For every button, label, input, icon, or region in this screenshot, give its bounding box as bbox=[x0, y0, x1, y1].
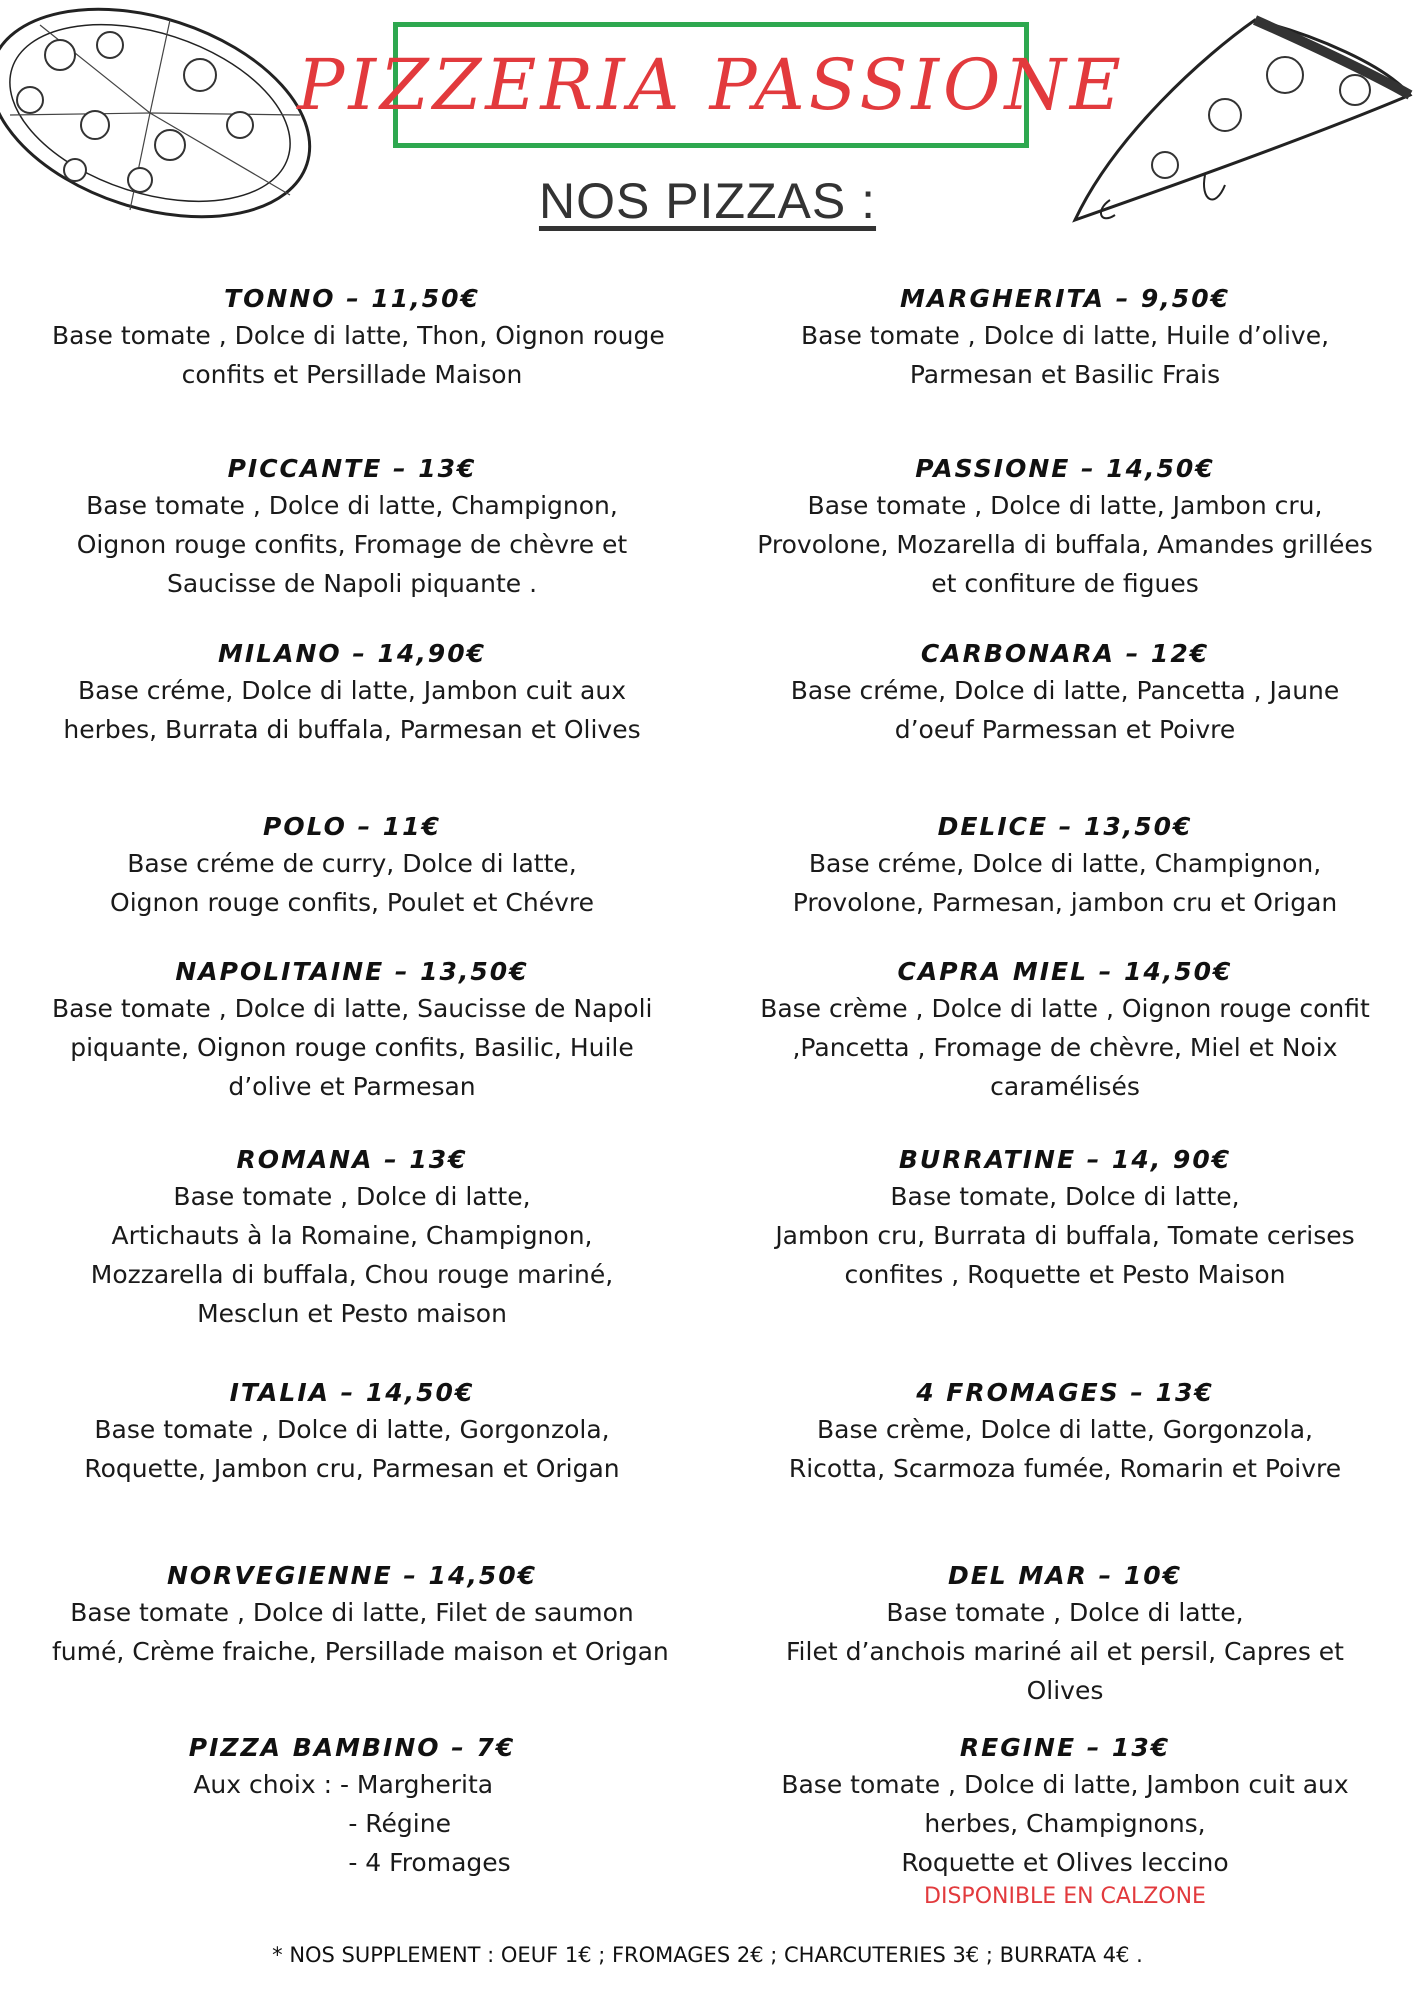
pizza-name: NORVEGIENNE – 14,50€ bbox=[166, 1561, 538, 1590]
menu-item-pizza-bambino bbox=[52, 1731, 652, 1882]
pizza-description-line: Aux choix : - Margherita bbox=[193, 1770, 494, 1799]
menu-item-delice bbox=[705, 810, 1415, 922]
pizza-description-line: caramélisés bbox=[990, 1072, 1140, 1101]
pizza-description-line: d’olive et Parmesan bbox=[228, 1072, 476, 1101]
calzone-note: DISPONIBLE EN CALZONE bbox=[924, 1884, 1206, 1909]
menu-item-napolitaine bbox=[52, 955, 652, 1106]
restaurant-logo: PIZZERIA PASSIONE bbox=[297, 44, 1125, 126]
pizza-name: PIZZA BAMBINO – 7€ bbox=[188, 1733, 516, 1762]
pizza-name: ROMANA – 13€ bbox=[236, 1145, 468, 1174]
pizza-name: BURRATINE – 14, 90€ bbox=[898, 1145, 1232, 1174]
menu-item-4-fromages bbox=[705, 1376, 1415, 1488]
pizza-description-line: Base créme, Dolce di latte, Jambon cuit aux bbox=[77, 676, 627, 705]
pizza-description-line: herbes, Champignons, bbox=[924, 1809, 1206, 1838]
pizza-description-line: Provolone, Mozarella di buffala, Amandes grillées bbox=[757, 530, 1373, 559]
pizza-name: NAPOLITAINE – 13,50€ bbox=[175, 957, 529, 986]
pizza-description-line: - 4 Fromages bbox=[348, 1848, 511, 1877]
pizza-description-line: Base crème , Dolce di latte , Oignon rouge confit bbox=[760, 994, 1370, 1023]
pizza-description-line: piquante, Oignon rouge confits, Basilic, Huile bbox=[70, 1033, 634, 1062]
pizza-description-line: Base tomate , Dolce di latte, Jambon cuit aux bbox=[781, 1770, 1349, 1799]
pizza-description-line: Base tomate , Dolce di latte, bbox=[173, 1182, 531, 1211]
pizza-description-line: Base tomate , Dolce di latte, Huile d’olive, bbox=[800, 321, 1330, 350]
pizza-description-line: Base tomate , Dolce di latte, Jambon cru, bbox=[807, 491, 1323, 520]
menu-item-capra-miel bbox=[705, 955, 1415, 1106]
pizza-description-line: Mozzarella di buffala, Chou rouge mariné, bbox=[90, 1260, 614, 1289]
pizza-description-line: Base créme, Dolce di latte, Champignon, bbox=[808, 849, 1322, 878]
pizza-description-line: Artichauts à la Romaine, Champignon, bbox=[111, 1221, 593, 1250]
pizza-description-line: Base créme de curry, Dolce di latte, bbox=[127, 849, 577, 878]
pizza-description-line: et confiture de figues bbox=[931, 569, 1199, 598]
pizza-description-line: Base tomate , Dolce di latte, Thon, Oignon rouge bbox=[52, 321, 665, 350]
menu-item-norvegienne bbox=[52, 1559, 669, 1671]
menu-item-margherita bbox=[705, 282, 1415, 394]
pizza-description-line: Base tomate , Dolce di latte, Champignon, bbox=[86, 491, 618, 520]
pizza-name: POLO – 11€ bbox=[263, 812, 441, 841]
pizza-description-line: Ricotta, Scarmoza fumée, Romarin et Poivre bbox=[788, 1454, 1342, 1483]
supplements-footer: * NOS SUPPLEMENT : OEUF 1€ ; FROMAGES 2€ ; CHARCUTERIES 3€ ; BURRATA 4€ . bbox=[272, 1943, 1143, 1967]
pizza-description-line: confites , Roquette et Pesto Maison bbox=[844, 1260, 1286, 1289]
pizza-name: 4 FROMAGES – 13€ bbox=[916, 1378, 1214, 1407]
pizza-description-line: herbes, Burrata di buffala, Parmesan et Olives bbox=[63, 715, 641, 744]
menu-item-passione bbox=[705, 452, 1415, 603]
pizza-description-line: Roquette et Olives leccino bbox=[901, 1848, 1229, 1877]
pizza-description-line: Base créme, Dolce di latte, Pancetta , Jaune bbox=[790, 676, 1340, 705]
pizza-description-line: Base tomate , Dolce di latte, Filet de saumon bbox=[70, 1598, 634, 1627]
pizza-name: PICCANTE – 13€ bbox=[227, 454, 477, 483]
pizza-name: TONNO – 11,50€ bbox=[224, 284, 480, 313]
pizza-description-line: confits et Persillade Maison bbox=[181, 360, 523, 389]
pizza-name: MARGHERITA – 9,50€ bbox=[900, 284, 1230, 313]
pizza-description-line: Saucisse de Napoli piquante . bbox=[166, 569, 538, 598]
menu-item-milano bbox=[52, 637, 652, 749]
pizza-description-line: fumé, Crème fraiche, Persillade maison et Origan bbox=[52, 1637, 669, 1666]
pizza-description-line: Oignon rouge confits, Poulet et Chévre bbox=[110, 888, 594, 917]
menu-item-tonno bbox=[52, 282, 665, 394]
pizza-description-line: Jambon cru, Burrata di buffala, Tomate cerises bbox=[775, 1221, 1355, 1250]
pizza-description-line: Roquette, Jambon cru, Parmesan et Origan bbox=[84, 1454, 620, 1483]
pizza-name: REGINE – 13€ bbox=[959, 1733, 1171, 1762]
pizza-description-line: Provolone, Parmesan, jambon cru et Origan bbox=[792, 888, 1338, 917]
pizza-description-line: Filet d’anchois mariné ail et persil, Capres et bbox=[786, 1637, 1344, 1666]
menu-item-regine bbox=[705, 1731, 1415, 1912]
menu-item-piccante bbox=[52, 452, 652, 603]
pizza-description-line: Base tomate , Dolce di latte, Saucisse de Napoli bbox=[52, 994, 653, 1023]
menu-item-burratine bbox=[705, 1143, 1415, 1294]
pizza-description-line: ,Pancetta , Fromage de chèvre, Miel et Noix bbox=[792, 1033, 1338, 1062]
pizza-name: DELICE – 13,50€ bbox=[937, 812, 1193, 841]
pizza-name: DEL MAR – 10€ bbox=[947, 1561, 1183, 1590]
pizza-description-line: Base crème, Dolce di latte, Gorgonzola, bbox=[817, 1415, 1313, 1444]
menu-item-del-mar bbox=[705, 1559, 1415, 1710]
pizza-description-line: Olives bbox=[1026, 1676, 1104, 1705]
pizza-name: ITALIA – 14,50€ bbox=[229, 1378, 475, 1407]
pizza-description-line: Base tomate, Dolce di latte, bbox=[890, 1182, 1240, 1211]
pizza-description-line: - Régine bbox=[348, 1809, 451, 1838]
page-title: NOS PIZZAS : bbox=[538, 173, 877, 229]
pizza-description-line: Base tomate , Dolce di latte, bbox=[886, 1598, 1244, 1627]
pizza-name: MILANO – 14,90€ bbox=[217, 639, 486, 668]
pizza-description-line: Mesclun et Pesto maison bbox=[197, 1299, 507, 1328]
pizza-description-line: Parmesan et Basilic Frais bbox=[909, 360, 1221, 389]
pizza-description-line: d’oeuf Parmessan et Poivre bbox=[894, 715, 1236, 744]
menu-item-romana bbox=[52, 1143, 652, 1333]
pizza-name: PASSIONE – 14,50€ bbox=[915, 454, 1215, 483]
bambino-choices bbox=[193, 1765, 510, 1882]
pizza-description-line: Oignon rouge confits, Fromage de chèvre et bbox=[76, 530, 628, 559]
menu-item-carbonara bbox=[705, 637, 1415, 749]
logo-frame bbox=[297, 22, 1125, 148]
pizza-name: CAPRA MIEL – 14,50€ bbox=[897, 957, 1233, 986]
menu-item-polo bbox=[52, 810, 652, 922]
pizza-description-line: Base tomate , Dolce di latte, Gorgonzola, bbox=[94, 1415, 610, 1444]
menu-item-italia bbox=[52, 1376, 652, 1488]
pizza-name: CARBONARA – 12€ bbox=[920, 639, 1210, 668]
